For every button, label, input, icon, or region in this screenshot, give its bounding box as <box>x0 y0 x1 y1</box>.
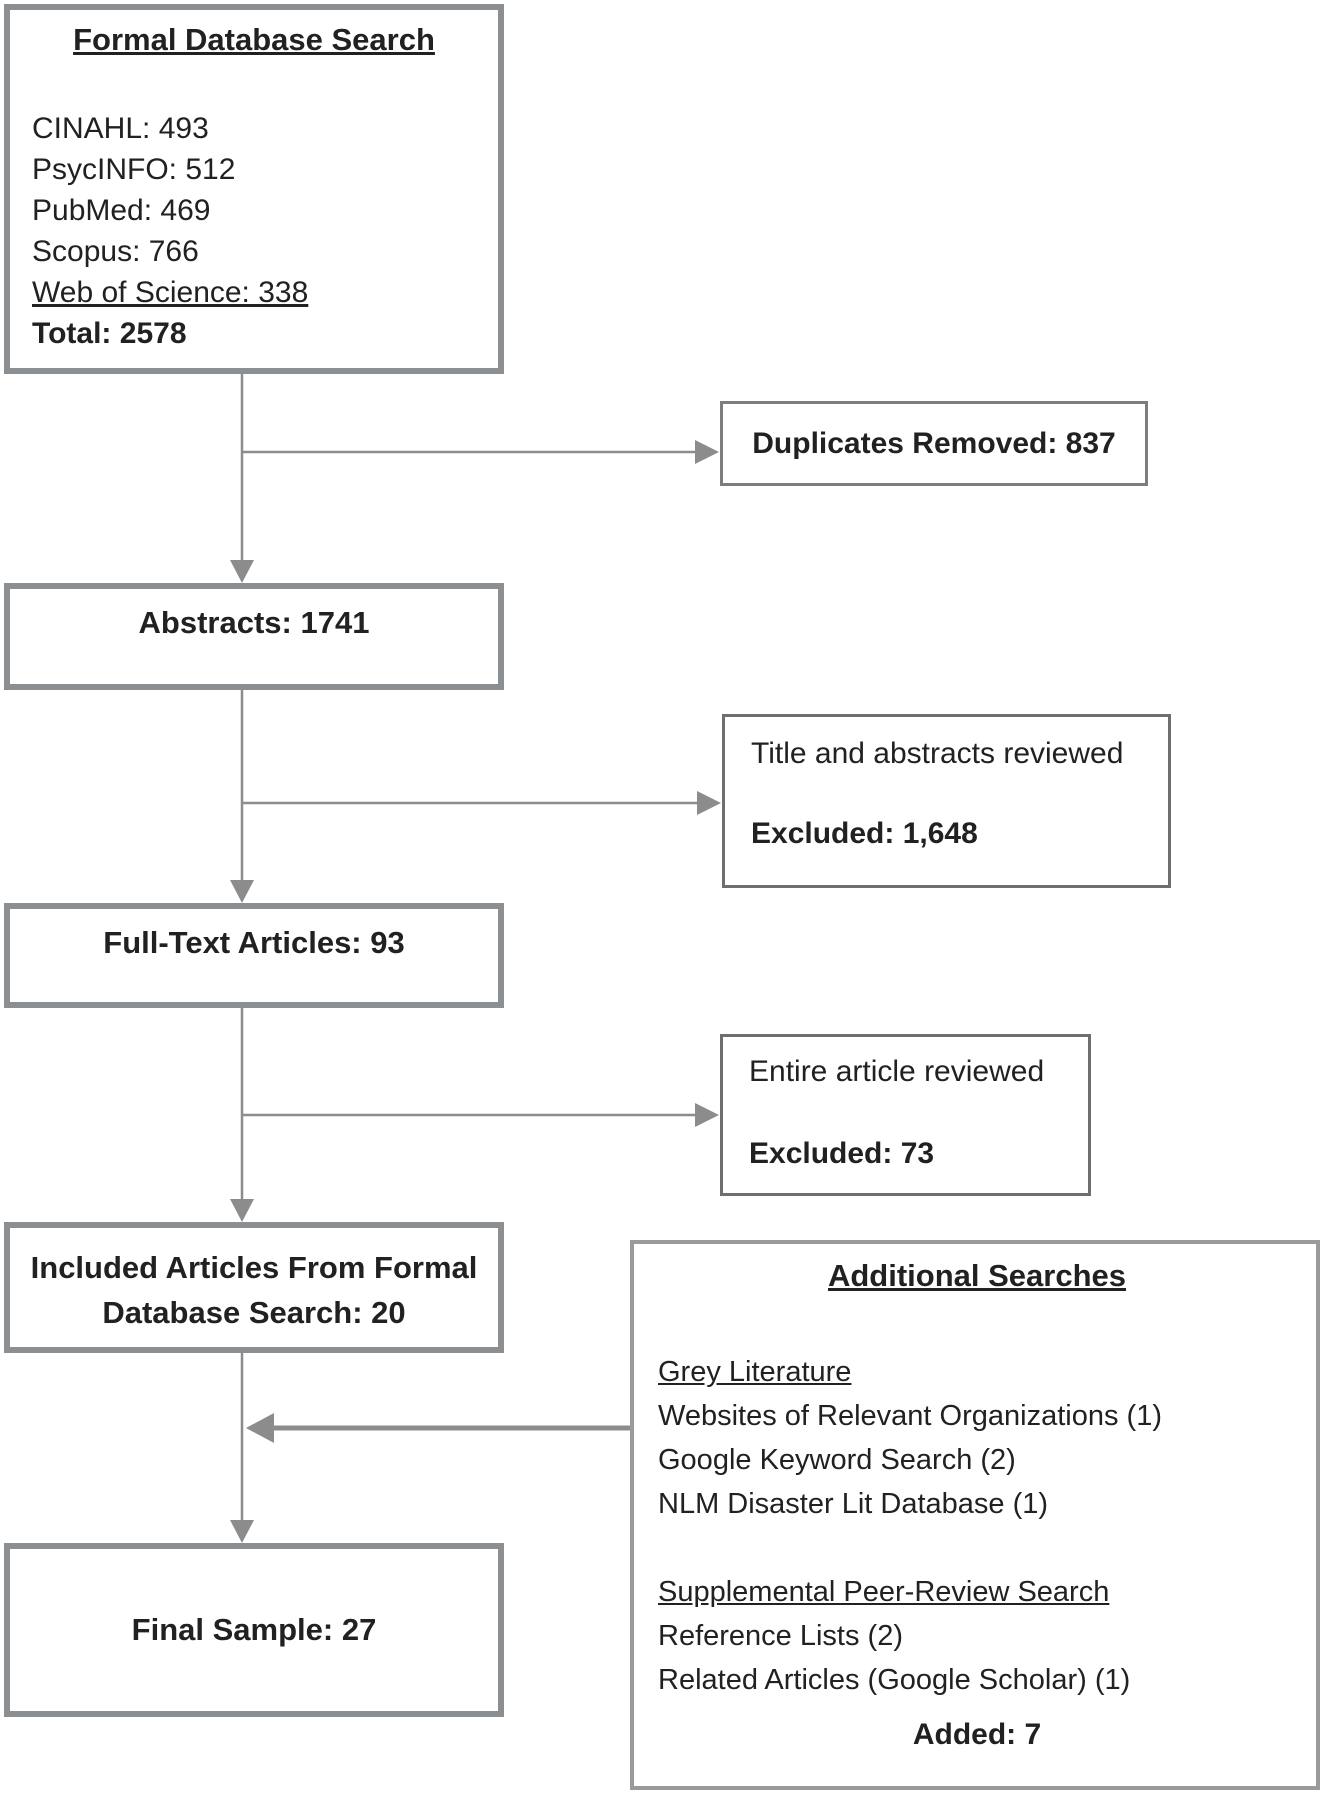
db-count-web-of-science: Web of Science: 338 <box>32 276 309 309</box>
included-articles-box <box>4 1222 504 1353</box>
arrow-additional-to-flow <box>246 1413 630 1443</box>
db-count-cinahl: CINAHL: 493 <box>32 112 209 145</box>
arrow-branch-to-title-reviewed <box>242 791 721 815</box>
duplicates-removed-label: Duplicates Removed: 837 <box>752 426 1116 460</box>
arrow-branch-to-entire-reviewed <box>242 1103 719 1127</box>
grey-literature-item: NLM Disaster Lit Database (1) <box>658 1488 1049 1520</box>
arrow-abstracts-to-fulltext <box>230 690 254 903</box>
abstracts-box <box>4 583 504 690</box>
formal-database-search-box <box>4 4 504 374</box>
title-abstracts-reviewed-box <box>722 714 1171 888</box>
entire-article-reviewed-label: Entire article reviewed <box>749 1055 1045 1088</box>
grey-literature-heading: Grey Literature <box>658 1356 852 1388</box>
arrow-branch-to-duplicates <box>242 440 719 464</box>
additional-searches-title: Additional Searches <box>827 1258 1127 1293</box>
final-sample-box <box>4 1543 504 1717</box>
additional-searches-box <box>630 1240 1320 1790</box>
duplicates-removed-box <box>720 401 1148 486</box>
supplemental-peer-review-heading: Supplemental Peer-Review Search <box>658 1576 1110 1608</box>
title-abstracts-reviewed-label: Title and abstracts reviewed <box>751 737 1124 770</box>
db-count-pubmed: PubMed: 469 <box>32 194 211 227</box>
entire-article-reviewed-box <box>720 1034 1091 1196</box>
arrow-formal-to-abstracts <box>230 374 254 583</box>
fulltext-articles-label: Full-Text Articles: 93 <box>103 925 405 960</box>
db-count-psycinfo: PsycINFO: 512 <box>32 153 236 186</box>
supplemental-item: Related Articles (Google Scholar) (1) <box>658 1664 1131 1696</box>
db-count-scopus: Scopus: 766 <box>32 235 199 268</box>
supplemental-item: Reference Lists (2) <box>658 1620 903 1652</box>
fulltext-articles-box <box>4 903 504 1008</box>
entire-article-excluded-label: Excluded: 73 <box>749 1137 935 1170</box>
grey-literature-item: Websites of Relevant Organizations (1) <box>658 1400 1162 1432</box>
final-sample-label: Final Sample: 27 <box>131 1612 377 1647</box>
included-articles-line1: Included Articles From Formal <box>30 1250 478 1285</box>
grey-literature-item: Google Keyword Search (2) <box>658 1444 1016 1476</box>
db-count-total: Total: 2578 <box>32 317 187 350</box>
title-abstracts-excluded-label: Excluded: 1,648 <box>751 817 978 850</box>
arrow-included-to-final <box>230 1353 254 1543</box>
section-spacer <box>658 1526 1296 1570</box>
formal-database-search-title: Formal Database Search <box>73 22 435 57</box>
included-articles-line2: Database Search: 20 <box>102 1295 406 1330</box>
added-count-label: Added: 7 <box>912 1718 1042 1751</box>
arrow-fulltext-to-included <box>230 1008 254 1222</box>
abstracts-label: Abstracts: 1741 <box>138 605 370 640</box>
